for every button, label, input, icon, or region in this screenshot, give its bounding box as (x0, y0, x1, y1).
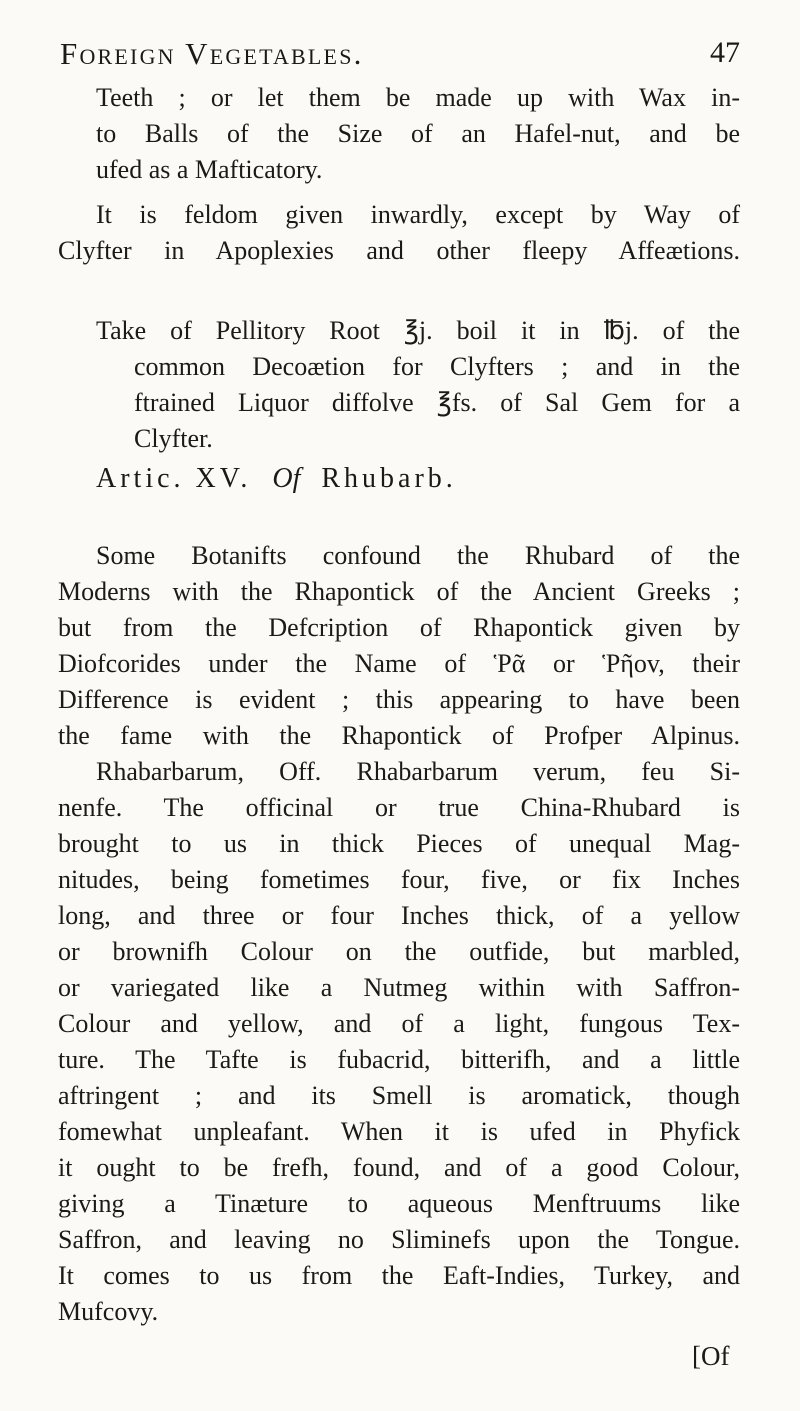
text-line: common Decoætion for Clyfters ; and in the (134, 352, 740, 381)
text-line: Difference is evident ; this appearing to have been (58, 685, 740, 714)
text-line: ture. The Tafte is fubacrid, bitterifh, and a little (58, 1045, 740, 1074)
text-line: but from the Defcription of Rhapontick given by (58, 613, 740, 642)
text-line: Colour and yellow, and of a light, fungous Tex- (58, 1009, 740, 1038)
text-line: Teeth ; or let them be made up with Wax in- (96, 83, 740, 112)
continuation-paragraph (96, 80, 740, 188)
running-title: Foreign Vegetables. (60, 36, 364, 71)
text-line: the fame with the Rhapontick of Profper Alpinus. (58, 721, 740, 750)
text-line: ufed as a Mafticatory. (96, 155, 323, 184)
text-line: Some Botanifts confound the Rhubard of the (96, 541, 740, 570)
clyster-paragraph (58, 197, 740, 269)
text-line: to Balls of the Size of an Hafel-nut, and be (96, 119, 740, 148)
page-number: 47 (710, 36, 740, 69)
text-line: or variegated like a Nutmeg within with Saffron- (58, 973, 740, 1002)
recipe-paragraph (96, 313, 740, 457)
text-line: brought to us in thick Pieces of unequal Mag- (58, 829, 740, 858)
text-line: Saffron, and leaving no Sliminefs upon the Tongue. (58, 1225, 740, 1254)
text-line: ftrained Liquor diffolve ℥fs. of Sal Gem for a (134, 388, 740, 417)
text-line: it ought to be frefh, found, and of a good Colour, (58, 1153, 740, 1182)
text-line: giving a Tinæture to aqueous Menftruums like (58, 1189, 740, 1218)
text-line: Take of Pellitory Root ℥j. boil it in ℔j. of the (96, 316, 740, 345)
catchword: [Of (692, 1341, 730, 1371)
text-line: nitudes, being fometimes four, five, or fix Inches (58, 865, 740, 894)
article-title: Rhubarb. (321, 463, 457, 494)
article-number: Artic. XV. (96, 463, 252, 494)
text-line: long, and three or four Inches thick, of a yellow (58, 901, 740, 930)
text-line: Clyfter. (134, 424, 213, 453)
text-line: It comes to us from the Eaft-Indies, Turkey, and (58, 1261, 740, 1290)
text-line: aftringent ; and its Smell is aromatick, though (58, 1081, 740, 1110)
article-heading (96, 463, 740, 495)
text-line: Mufcovy. (58, 1297, 159, 1326)
text-line: Rhabarbarum, Off. Rhabarbarum verum, feu Si- (96, 757, 740, 786)
text-line: Moderns with the Rhapontick of the Ancient Greeks ; (58, 577, 740, 606)
text-line: Clyfter in Apoplexies and other fleepy Affeætions. (58, 236, 740, 265)
text-line: It is feldom given inwardly, except by Way of (96, 200, 740, 229)
text-line: fomewhat unpleafant. When it is ufed in Phyfick (58, 1117, 740, 1146)
text-line: or brownifh Colour on the outfide, but marbled, (58, 937, 740, 966)
article-of: Of (272, 463, 301, 494)
page-header (60, 36, 740, 86)
text-line: Diofcorides under the Name of Ῥᾶ or Ῥῆov, their (58, 649, 740, 678)
text-line: nenfe. The officinal or true China-Rhubard is (58, 793, 740, 822)
rhubarb-paragraph (58, 538, 740, 1330)
